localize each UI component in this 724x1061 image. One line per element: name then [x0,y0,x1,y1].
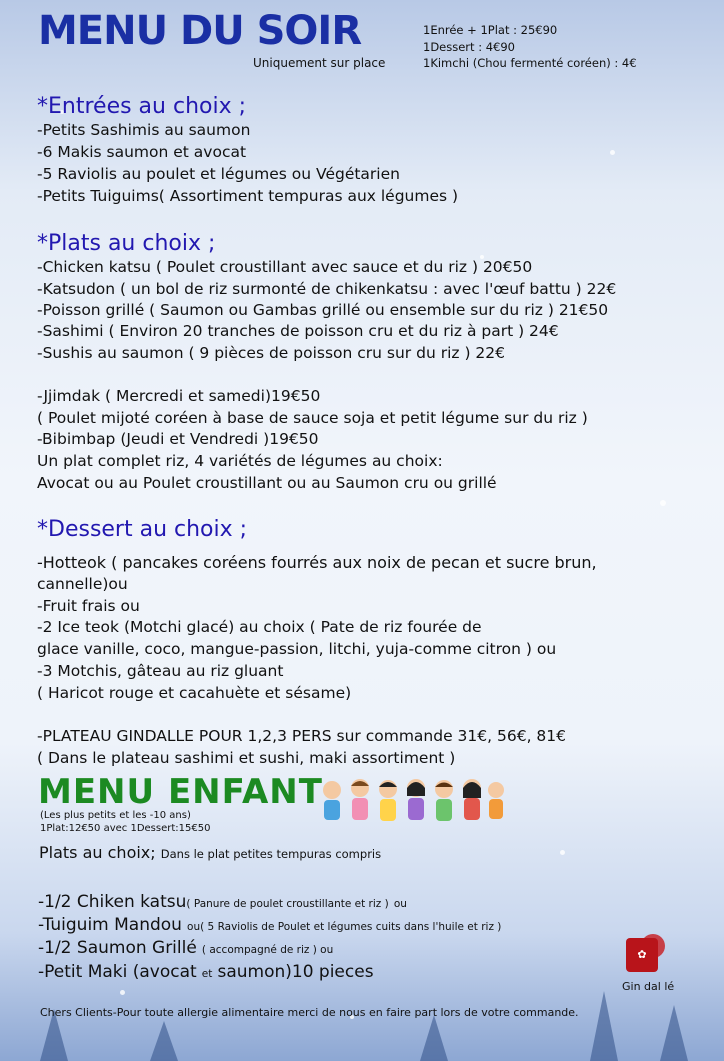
entree-item: -5 Raviolis au poulet et légumes ou Végétarien [37,165,400,183]
kids-item-note: et [201,968,213,980]
kids-item-tail: saumon)10 pieces [217,962,374,982]
kids-item-note: ou( 5 Raviolis de Poulet et légumes cuits dans l'huile et riz ) [187,921,502,933]
kids-item-name: -1/2 Chiken katsu [38,892,187,912]
dessert-item: cannelle)ou [37,575,128,593]
special-item: ( Poulet mijoté coréen à base de sauce soja et petit légume sur du riz ) [37,409,588,427]
tree-silhouette [420,1015,448,1061]
special-item: -Jjimdak ( Mercredi et samedi)19€50 [37,387,321,405]
price-line-1: 1Enrée + 1Plat : 25€90 [423,23,558,37]
page-title: MENU DU SOIR [38,8,362,54]
plat-item: -Katsudon ( un bol de riz surmonté de chikenkatsu : avec l'œuf battu ) 22€ [37,280,617,298]
dessert-item: -3 Motchis, gâteau au riz gluant [37,662,284,680]
snowflake [610,150,615,155]
dessert-item: -Fruit frais ou [37,597,140,615]
kids-item-name: -Petit Maki (avocat [38,962,197,982]
kids-menu-title: MENU ENFANT [38,772,323,812]
desserts-heading: *Dessert au choix ; [37,517,248,542]
plateau-line: ( Dans le plateau sashimi et sushi, maki assortiment ) [37,749,456,767]
plat-item: -Sushis au saumon ( 9 pièces de poisson cru sur du riz ) 22€ [37,344,505,362]
dessert-item: -2 Ice teok (Motchi glacé) au choix ( Pate de riz fourée de [37,618,482,636]
tree-silhouette [660,1005,688,1061]
plat-item: -Poisson grillé ( Saumon ou Gambas grillé ou ensemble sur du riz ) 21€50 [37,301,609,319]
dessert-item: ( Haricot rouge et cacahuète et sésame) [37,684,352,702]
snowflake [660,500,666,506]
entrees-heading: *Entrées au choix ; [37,94,247,119]
children-illustration [318,776,508,834]
kids-item-note: ( accompagné de riz ) ou [201,944,334,956]
plats-heading: *Plats au choix ; [37,231,216,256]
special-item: Avocat ou au Poulet croustillant ou au Saumon cru ou grillé [37,474,497,492]
entree-item: -6 Makis saumon et avocat [37,143,247,161]
kids-price-note: 1Plat:12€50 avec 1Dessert:15€50 [40,823,211,834]
kids-item [38,962,374,982]
kids-plats-label-text: Plats au choix; [39,843,156,862]
kids-item-name: -1/2 Saumon Grillé [38,938,197,958]
price-line-2: 1Dessert : 4€90 [423,40,515,54]
kids-item-tail: ou [393,898,407,910]
special-item: Un plat complet riz, 4 variétés de légumes au choix: [37,452,443,470]
plat-item: -Chicken katsu ( Poulet croustillant avec sauce et du riz ) 20€50 [37,258,533,276]
kids-item [38,915,501,935]
kids-age-note: (Les plus petits et les -10 ans) [40,810,191,821]
entree-item: -Petits Tuiguims( Assortiment tempuras aux légumes ) [37,187,459,205]
special-item: -Bibimbap (Jeudi et Vendredi )19€50 [37,430,319,448]
kids-item-note: ( Panure de poulet croustillante et riz ) [186,898,389,910]
entree-item: -Petits Sashimis au saumon [37,121,251,139]
kids-item [38,938,333,958]
kids-item-name: -Tuiguim Mandou [38,915,182,935]
tree-silhouette [150,1021,178,1061]
kids-item [38,892,407,912]
tree-silhouette [590,991,618,1061]
allergy-note: Chers Clients-Pour toute allergie alimentaire merci de nous en faire part lors de votre commande. [40,1006,579,1019]
price-line-3: 1Kimchi (Chou fermenté coréen) : 4€ [423,56,637,70]
snowflake [560,850,565,855]
snowflake [120,990,125,995]
kids-plats-label [39,843,381,862]
brand-name: Gin dal lé [622,980,675,993]
brand-stamp-icon: ✿ [626,938,658,972]
plateau-line: -PLATEAU GINDALLE POUR 1,2,3 PERS sur commande 31€, 56€, 81€ [37,727,567,745]
plat-item: -Sashimi ( Environ 20 tranches de poisson cru et du riz à part ) 24€ [37,322,559,340]
dessert-item: glace vanille, coco, mangue-passion, litchi, yuja-comme citron ) ou [37,640,557,658]
kids-plats-note: Dans le plat petites tempuras compris [160,847,382,861]
page-subtitle: Uniquement sur place [253,56,386,70]
dessert-item: -Hotteok ( pancakes coréens fourrés aux noix de pecan et sucre brun, [37,553,597,572]
